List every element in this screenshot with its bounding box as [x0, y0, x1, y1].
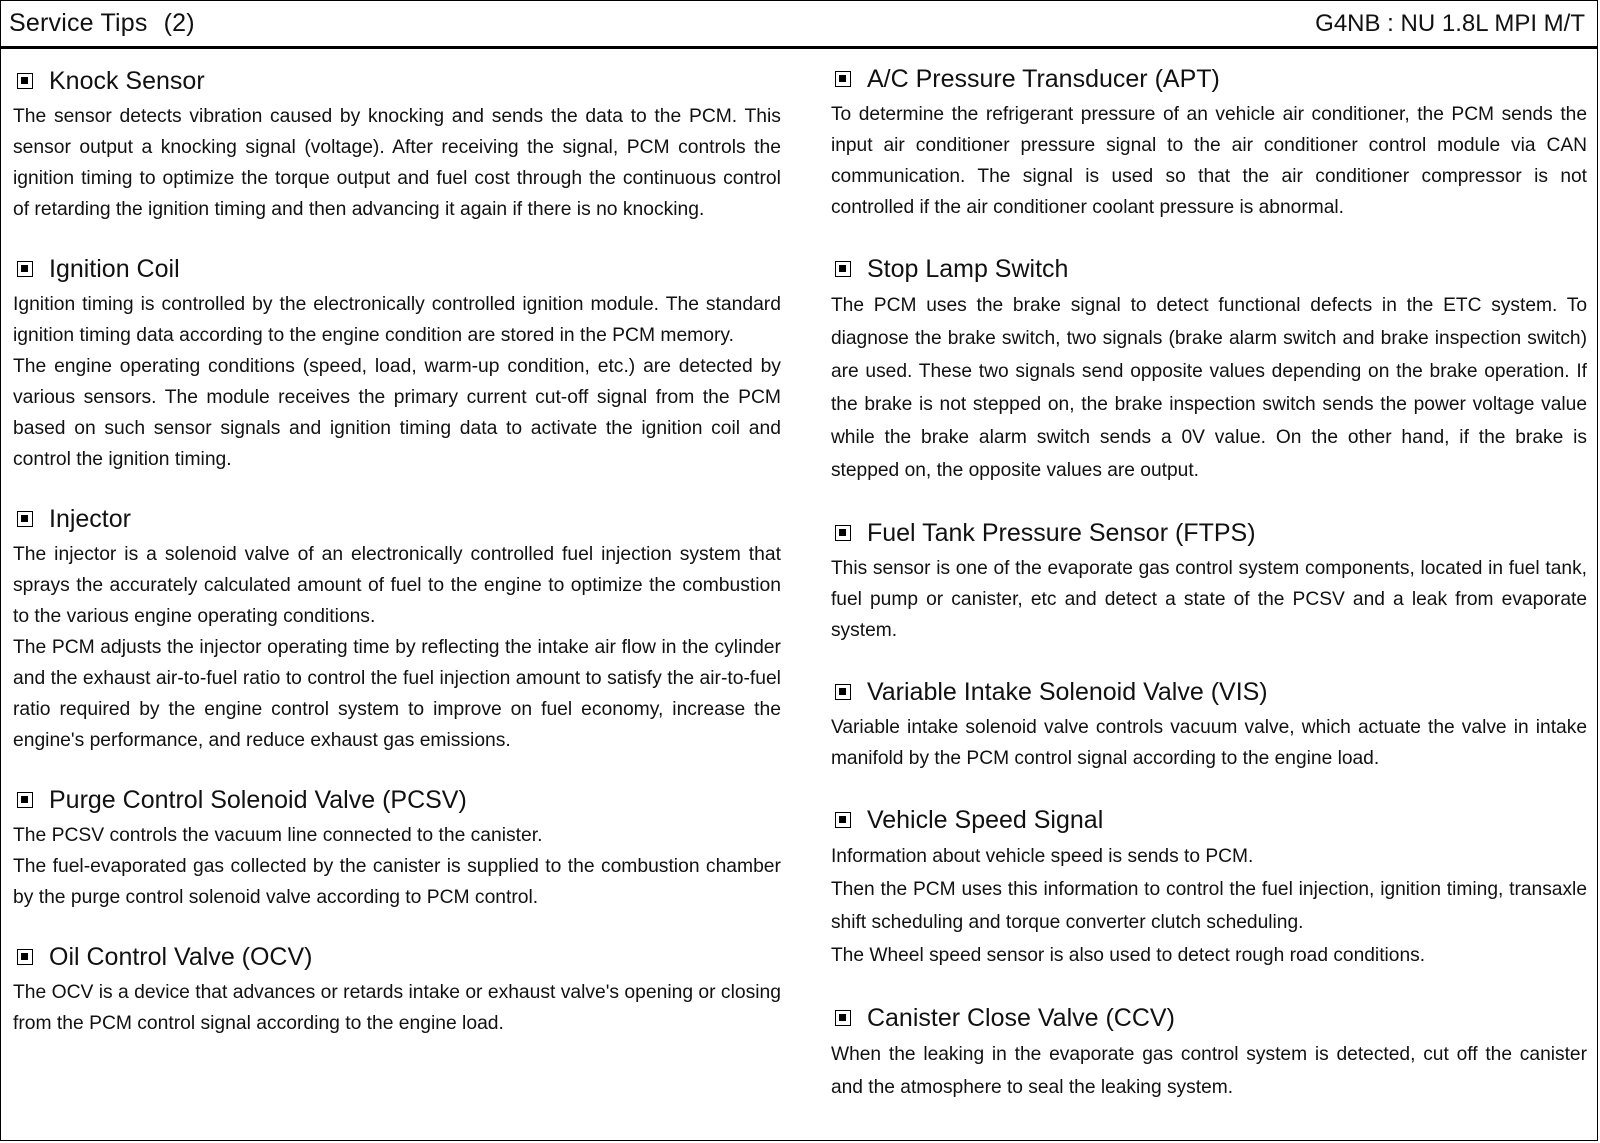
section-heading: [831, 517, 1587, 549]
section-paragraph: The OCV is a device that advances or retards intake or exhaust valve's opening or closing from the PCM control signal according to the engine load.: [13, 982, 781, 1034]
square-bullet-icon: [835, 261, 851, 277]
section-paragraph: The PCM uses the brake signal to detect functional defects in the ETC system. To diagnose the brake switch, two signals (brake alarm switch and brake inspection switch) are used. These two signals send opposite values depending on the brake operation. If the brake is not stepped on, the brake inspection switch sends the power voltage value while the brake alarm switch sends a 0V value. On the other hand, if the brake is stepped on, the opposite values are output.: [830, 295, 1587, 481]
square-bullet-icon: [17, 949, 33, 965]
section-paragraph: Then the PCM uses this information to control the fuel injection, ignition timing, transaxle shift scheduling and torque converter clutch scheduling.: [830, 879, 1587, 933]
section-title: Vehicle Speed Signal: [866, 806, 1104, 834]
section-paragraph: The PCM adjusts the injector operating time by reflecting the intake air flow in the cylinder and the exhaust air-to-fuel ratio to control the fuel injection amount to satisfy the air-to-fuel ratio required by the engine control system to improve on fuel economy, increase the engine's performance, and reduce exhaust gas emissions.: [13, 637, 781, 751]
content-area: [1, 49, 1597, 1134]
section-paragraph: The fuel-evaporated gas collected by the canister is supplied to the combustion chamber by the purge control solenoid valve according to PCM control.: [13, 856, 781, 908]
page-title: [9, 9, 195, 38]
section-heading: [831, 1002, 1587, 1034]
section-vis: [831, 676, 1587, 774]
section-injector: [13, 503, 781, 756]
section-ignition-coil: [13, 253, 781, 475]
section-heading: [13, 784, 781, 816]
section-pcsv: [13, 784, 781, 913]
section-paragraph: This sensor is one of the evaporate gas control system components, located in fuel tank, fuel pump or canister, etc and detect a state of the PCSV and a leak from evaporate system.: [830, 558, 1587, 641]
section-heading: [831, 676, 1587, 708]
section-heading: [13, 65, 781, 97]
section-ftps: [831, 517, 1587, 646]
square-bullet-icon: [835, 684, 851, 700]
engine-model: G4NB : NU 1.8L MPI M/T: [1315, 9, 1585, 37]
section-ccv: [831, 1002, 1587, 1104]
section-title: Fuel Tank Pressure Sensor (FTPS): [866, 519, 1256, 547]
section-heading: [831, 253, 1587, 285]
section-title: Injector: [49, 505, 131, 533]
square-bullet-icon: [835, 1010, 851, 1026]
section-heading: [13, 941, 781, 973]
section-title: Stop Lamp Switch: [866, 255, 1069, 283]
page-number: (2): [163, 9, 195, 37]
section-ocv: [13, 941, 781, 1039]
section-paragraph: Variable intake solenoid valve controls vacuum valve, which actuate the valve in intake manifold by the PCM control signal according to the engine load.: [830, 717, 1587, 769]
section-paragraph: The PCSV controls the vacuum line connected to the canister.: [13, 825, 543, 846]
section-stop-lamp-switch: [831, 253, 1587, 487]
square-bullet-icon: [835, 812, 851, 828]
section-title: Purge Control Solenoid Valve (PCSV): [49, 786, 467, 814]
section-heading: [831, 804, 1587, 836]
square-bullet-icon: [835, 71, 851, 87]
page-header: [1, 1, 1597, 49]
right-column: [831, 49, 1587, 1134]
section-paragraph: To determine the refrigerant pressure of an vehicle air conditioner, the PCM sends the input air conditioner pressure signal to the air conditioner control module via CAN communication. The signal is used so that the air conditioner compressor is not controlled if the air conditioner coolant pressure is abnormal.: [830, 104, 1587, 218]
square-bullet-icon: [17, 511, 33, 527]
section-paragraph: When the leaking in the evaporate gas control system is detected, cut off the canister and the atmosphere to seal the leaking system.: [830, 1044, 1587, 1098]
section-title: A/C Pressure Transducer (APT): [866, 65, 1220, 93]
section-paragraph: Ignition timing is controlled by the electronically controlled ignition module. The standard ignition timing data according to the engine condition are stored in the PCM memory.: [13, 294, 781, 346]
square-bullet-icon: [17, 792, 33, 808]
left-column: [13, 49, 781, 1134]
page-title-text: Service Tips: [9, 9, 148, 37]
section-title: Ignition Coil: [49, 255, 180, 283]
section-knock-sensor: [13, 65, 781, 225]
section-heading: [831, 63, 1587, 95]
section-title: Canister Close Valve (CCV): [866, 1004, 1175, 1032]
section-title: Variable Intake Solenoid Valve (VIS): [866, 678, 1268, 706]
section-title: Oil Control Valve (OCV): [49, 943, 313, 971]
section-apt: [831, 63, 1587, 223]
section-paragraph: The engine operating conditions (speed, load, warm-up condition, etc.) are detected by various sensors. The module receives the primary current cut-off signal from the PCM based on such sensor signals and ignition timing data to activate the ignition coil and control the ignition timing.: [13, 356, 781, 470]
section-paragraph: Information about vehicle speed is sends to PCM.: [830, 846, 1254, 867]
square-bullet-icon: [17, 261, 33, 277]
section-title: Knock Sensor: [49, 67, 205, 95]
section-paragraph: The injector is a solenoid valve of an electronically controlled fuel injection system that sprays the accurately calculated amount of fuel to the engine to optimize the combustion to the various engine operating conditions.: [13, 544, 781, 627]
section-paragraph: The sensor detects vibration caused by knocking and sends the data to the PCM. This sensor output a knocking signal (voltage). After receiving the signal, PCM controls the ignition timing to optimize the torque output and fuel cost through the continuous control of retarding the ignition timing and then advancing it again if there is no knocking.: [13, 106, 781, 220]
section-heading: [13, 253, 781, 285]
section-heading: [13, 503, 781, 535]
square-bullet-icon: [835, 525, 851, 541]
square-bullet-icon: [17, 73, 33, 89]
section-vehicle-speed-signal: [831, 804, 1587, 972]
section-paragraph: The Wheel speed sensor is also used to detect rough road conditions.: [830, 945, 1426, 966]
